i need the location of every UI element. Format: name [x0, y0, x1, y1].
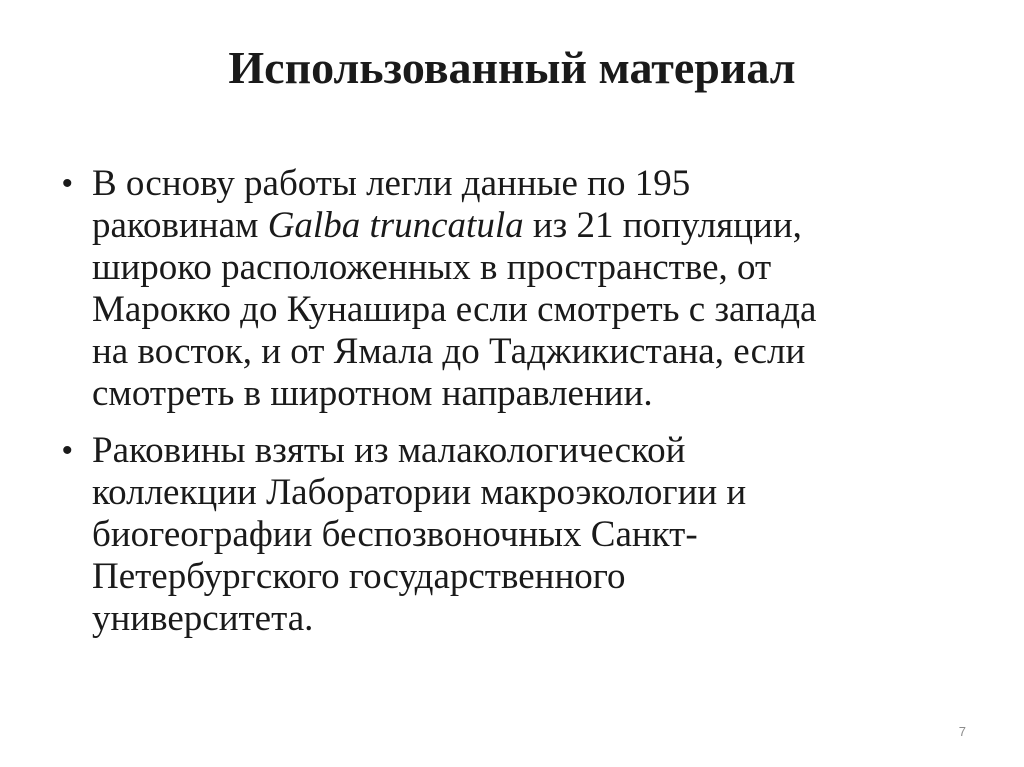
bullet-line: Раковины взяты из малакологической — [92, 430, 686, 471]
bullet-line: смотреть в широтном направлении. — [92, 373, 653, 414]
page-number: 7 — [958, 724, 966, 739]
bullet-line: на восток, и от Ямала до Таджикистана, если — [92, 331, 806, 372]
bullet-line: Марокко до Кунашира если смотреть с запада — [92, 289, 817, 330]
bullet-line: Петербургского государственного — [92, 556, 626, 597]
slide-title: Использованный материал — [228, 42, 796, 93]
bullet-line: раковинам Galba truncatula из 21 популяции, — [92, 205, 802, 246]
bullet-list — [62, 163, 962, 655]
bullet-marker-icon: • — [62, 434, 73, 467]
species-name: Galba truncatula — [267, 205, 524, 246]
bullet-item-collection — [62, 430, 962, 640]
bullet-marker-icon: • — [62, 167, 73, 200]
bullet-line: университета. — [92, 598, 314, 639]
bullet-line: коллекции Лаборатории макроэкологии и — [92, 472, 747, 513]
bullet-line: широко расположенных в пространстве, от — [92, 247, 772, 288]
bullet-item-data-sources — [62, 163, 962, 415]
bullet-line: биогеографии беспозвоночных Санкт- — [92, 514, 698, 555]
bullet-line: В основу работы легли данные по 195 — [92, 163, 691, 204]
